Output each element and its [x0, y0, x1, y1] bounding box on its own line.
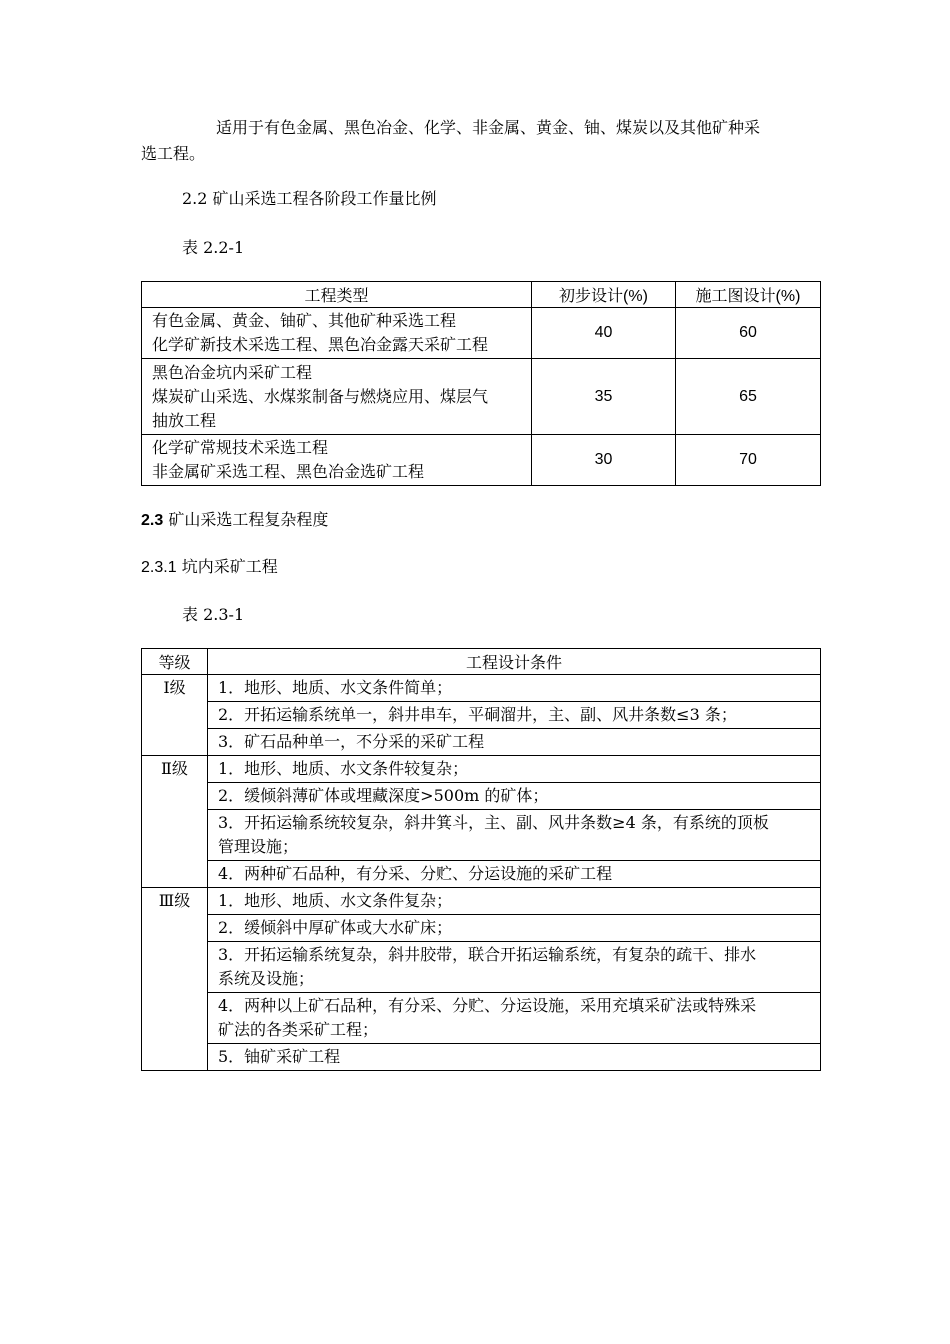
grade-cell: Ⅰ级 — [142, 675, 208, 756]
table-row — [142, 942, 821, 993]
condition-line: 3．矿石品种单一，不分采的采矿工程 — [218, 732, 485, 751]
header-construction-design: 施工图设计(%) — [676, 282, 821, 308]
intro-line-2: 选工程。 — [141, 144, 206, 163]
project-type-line: 非金属矿采选工程、黑色冶金选矿工程 — [152, 462, 425, 481]
condition-cell — [208, 702, 821, 729]
project-type-cell — [142, 308, 532, 359]
header-project-type: 工程类型 — [142, 282, 532, 308]
table-row — [142, 888, 821, 915]
table-2-2-1-label: 表 2.2-1 — [182, 238, 245, 257]
header-design-conditions: 工程设计条件 — [208, 649, 821, 675]
table-row — [142, 675, 821, 702]
section-2-3-1-title: 坑内采矿工程 — [181, 557, 278, 576]
condition-line: 1．地形、地质、水文条件较复杂； — [218, 759, 469, 778]
condition-line: 系统及设施； — [218, 969, 315, 988]
preliminary-percent: 40 — [532, 308, 676, 359]
condition-line: 1．地形、地质、水文条件简单； — [218, 678, 453, 697]
condition-cell — [208, 810, 821, 861]
table-row — [142, 993, 821, 1044]
workload-ratio-table — [141, 281, 821, 486]
condition-line: 4．两种矿石品种，有分采、分贮、分运设施的采矿工程 — [218, 864, 613, 883]
preliminary-percent: 30 — [532, 435, 676, 486]
condition-cell — [208, 915, 821, 942]
table-row — [142, 435, 821, 486]
condition-cell — [208, 756, 821, 783]
condition-cell — [208, 1044, 821, 1071]
table-row — [142, 861, 821, 888]
condition-line: 管理设施； — [218, 837, 299, 856]
condition-line: 2．缓倾斜中厚矿体或大水矿床； — [218, 918, 453, 937]
table-row — [142, 915, 821, 942]
project-type-line: 化学矿新技术采选工程、黑色冶金露天采矿工程 — [152, 335, 489, 354]
header-grade: 等级 — [142, 649, 208, 675]
table-row — [142, 308, 821, 359]
project-type-line: 有色金属、黄金、铀矿、其他矿种采选工程 — [152, 311, 457, 330]
section-2-3-1-number: 2.3.1 — [141, 559, 177, 576]
condition-line: 1．地形、地质、水文条件复杂； — [218, 891, 453, 910]
project-type-cell — [142, 359, 532, 435]
condition-line: 4．两种以上矿石品种，有分采、分贮、分运设施，采用充填采矿法或特殊采 — [218, 996, 757, 1015]
section-2-3-number: 2.3 — [141, 512, 164, 529]
grade-cell: Ⅲ级 — [142, 888, 208, 1071]
table-row — [142, 1044, 821, 1071]
condition-line: 矿法的各类采矿工程； — [218, 1020, 379, 1039]
table-row — [142, 756, 821, 783]
condition-line: 5．铀矿采矿工程 — [218, 1047, 341, 1066]
table-row — [142, 359, 821, 435]
condition-line: 2．开拓运输系统单一，斜井串车，平硐溜井，主、副、风井条数≤3 条； — [218, 705, 737, 724]
grade-cell: Ⅱ级 — [142, 756, 208, 888]
construction-percent: 65 — [676, 359, 821, 435]
condition-cell — [208, 861, 821, 888]
table-2-3-1-label: 表 2.3-1 — [182, 605, 245, 624]
project-type-line: 化学矿常规技术采选工程 — [152, 438, 329, 457]
project-type-line: 抽放工程 — [152, 410, 217, 430]
condition-line: 3．开拓运输系统复杂，斜井胶带，联合开拓运输系统，有复杂的疏干、排水 — [218, 945, 757, 964]
table-row — [142, 729, 821, 756]
complexity-grade-table — [141, 648, 821, 1071]
project-type-line: 煤炭矿山采选、水煤浆制备与燃烧应用、煤层气 — [152, 386, 489, 406]
section-2-2-title: 2.2 矿山采选工程各阶段工作量比例 — [182, 189, 437, 208]
section-2-3-heading — [141, 509, 328, 532]
section-2-3-1-heading — [141, 556, 278, 579]
table-header-row — [142, 649, 821, 675]
condition-cell — [208, 993, 821, 1044]
section-2-3-title: 矿山采选工程复杂程度 — [168, 510, 329, 529]
construction-percent: 60 — [676, 308, 821, 359]
table-row — [142, 702, 821, 729]
condition-line: 2．缓倾斜薄矿体或埋藏深度>500m 的矿体； — [218, 786, 549, 805]
construction-percent: 70 — [676, 435, 821, 486]
condition-cell — [208, 888, 821, 915]
condition-cell — [208, 942, 821, 993]
condition-cell — [208, 675, 821, 702]
header-preliminary-design: 初步设计(%) — [532, 282, 676, 308]
table-row — [142, 810, 821, 861]
table-header-row — [142, 282, 821, 308]
project-type-cell — [142, 435, 532, 486]
table-row — [142, 783, 821, 810]
condition-cell — [208, 729, 821, 756]
project-type-line: 黑色冶金坑内采矿工程 — [152, 362, 313, 382]
intro-line-1: 适用于有色金属、黑色冶金、化学、非金属、黄金、铀、煤炭以及其他矿种采 — [216, 118, 761, 137]
condition-line: 3．开拓运输系统较复杂，斜井箕斗，主、副、风井条数≥4 条，有系统的顶板 — [218, 813, 769, 832]
condition-cell — [208, 783, 821, 810]
preliminary-percent: 35 — [532, 359, 676, 435]
